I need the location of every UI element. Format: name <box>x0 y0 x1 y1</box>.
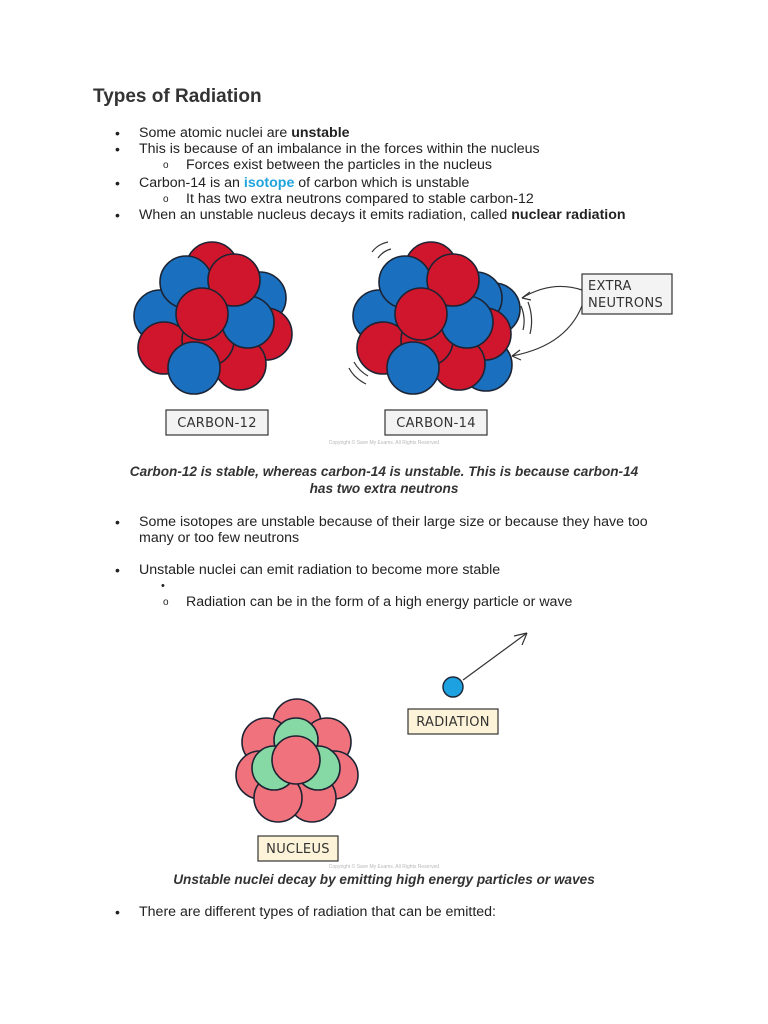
bullet-text: of carbon which is unstable <box>294 175 470 191</box>
label-nucleus <box>258 836 338 861</box>
sub-bullet-marker: o <box>163 160 169 171</box>
svg-text:NUCLEUS: NUCLEUS <box>266 842 330 857</box>
sub-bullet-radiation-form: Radiation can be in the form of a high energy particle or wave <box>186 594 573 610</box>
sub-bullet-marker: • <box>161 580 165 592</box>
bullet-marker: • <box>115 125 120 141</box>
bullet-text: Carbon-14 is an <box>139 175 244 191</box>
bullet-text: Some atomic nuclei are <box>139 125 292 141</box>
unstable-nucleus <box>236 699 358 822</box>
svg-text:NEUTRONS: NEUTRONS <box>588 296 664 311</box>
bullet-imbalance: This is because of an imbalance in the forces within the nucleus <box>139 141 540 157</box>
label-radiation <box>408 709 498 734</box>
copyright-text: Copyright © Save My Exams. All Rights Reserved <box>328 440 440 446</box>
figure-caption-2: Unstable nuclei decay by emitting high energy particles or waves <box>173 872 595 887</box>
bullet-marker: • <box>115 141 120 157</box>
sub-bullet-extra-neutrons: It has two extra neutrons compared to stable carbon-12 <box>186 191 534 207</box>
bullet-text: Some isotopes are unstable because of their large size or because they have too <box>139 514 648 530</box>
bullet-marker: • <box>115 562 120 578</box>
bold-term-nuclear-radiation: nuclear radiation <box>511 207 626 223</box>
caption-line: Carbon-12 is stable, whereas carbon-14 is unstable. This is because carbon-14 <box>129 464 639 479</box>
bullet-types-of-radiation: There are different types of radiation that can be emitted: <box>139 904 497 920</box>
bullet-emit-radiation: Unstable nuclei can emit radiation to become more stable <box>139 562 501 578</box>
svg-text:EXTRA: EXTRA <box>588 279 632 294</box>
svg-text:RADIATION: RADIATION <box>416 715 490 730</box>
svg-text:CARBON-12: CARBON-12 <box>177 416 257 431</box>
copyright-text: Copyright © Save My Exams. All Rights Reserved <box>328 864 440 870</box>
bullet-marker: • <box>115 904 120 920</box>
sub-bullet-marker: o <box>163 597 169 608</box>
svg-text:CARBON-14: CARBON-14 <box>396 416 476 431</box>
page-title: Types of Radiation <box>93 86 262 107</box>
sub-bullet-forces: Forces exist between the particles in the nucleus <box>186 157 492 173</box>
isotope-link[interactable]: isotope <box>243 175 295 191</box>
sub-bullet-marker: o <box>163 194 169 205</box>
caption-line: has two extra neutrons <box>309 481 459 496</box>
bullet-text: many or too few neutrons <box>139 530 300 546</box>
radiation-particle <box>443 633 527 697</box>
bullet-marker: • <box>115 207 120 223</box>
bullet-marker: • <box>115 175 120 191</box>
bold-term-unstable: unstable <box>291 125 350 141</box>
bullet-text: When an unstable nucleus decays it emits radiation, called <box>139 207 512 223</box>
bullet-marker: • <box>115 514 120 530</box>
